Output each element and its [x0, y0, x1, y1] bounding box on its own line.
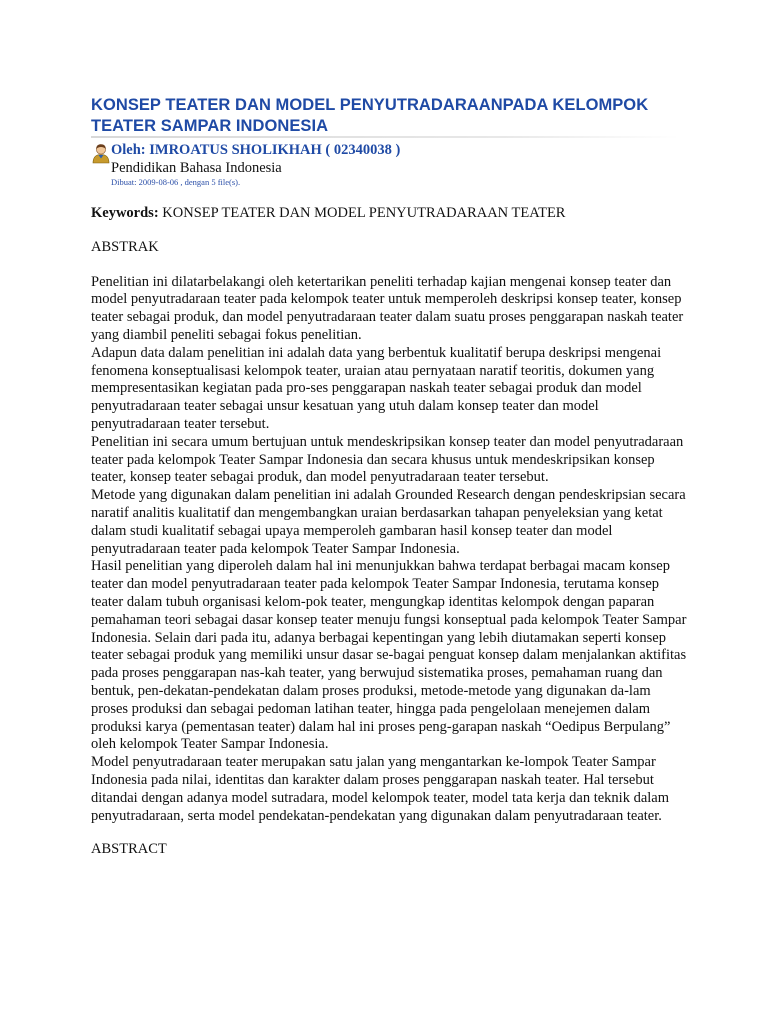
created-date: Dibuat: 2009-08-06 , dengan 5 file(s). [111, 177, 241, 187]
paragraph: Adapun data dalam penelitian ini adalah data yang berbentuk kualitatif berupa deskripsi mengenai fenomena konseptualisasi kelompok teater, uraian atau pernyataan naratif teoritis, dokumen yang mempresentasikan kegiatan pada pro-ses penggarapan naskah teater sebagai produk dan model penyutradaraan teater sebagai unsur kesatuan yang utuh dalam konsep teater dan model penyutradaraan teater tersebut. [91, 344, 662, 432]
paragraph: Penelitian ini secara umum bertujuan untuk mendeskripsikan konsep teater dan model penyutradaraan teater pada kelompok Teater Sampar Indonesia dan secara khusus untuk mendeskripsikan konsep teater, konsep teater sebagai produk, dan model penyutradaraan teater tersebut. [91, 433, 684, 486]
document-title: KONSEP TEATER DAN MODEL PENYUTRADARAANPADA KELOMPOK TEATER SAMPAR INDONESIA [91, 96, 649, 135]
paragraph: Metode yang digunakan dalam penelitian ini adalah Grounded Research dengan pendeskripsian secara naratif analitis kualitatif dan mengembangkan uraian berdasarkan tahapan penyeleksian yang ketat dalam studi kualitatif sebagai upaya memperoleh gambaran hasil konsep teater dan model penyutradaraan teater pada kelompok Teater Sampar Indonesia. [91, 487, 686, 557]
paragraph: Penelitian ini dilatarbelakangi oleh ketertarikan peneliti terhadap kajian mengenai konsep teater dan model penyutradaraan teater pada kelompok teater untuk memperoleh deskripsi konsep teater, konsep teater sebagai produk, dan model penyutradaraan teater dalam suatu proses penggarapan naskah teater yang diambil peneliti sebagai fokus penelitian. [91, 273, 684, 343]
user-avatar-icon [91, 142, 111, 164]
paragraph: Model penyutradaraan teater merupakan satu jalan yang mengantarkan ke-lompok Teater Sampar Indonesia pada nilai, identitas dan karakter dalam proses penggarapan naskah teater. Hal tersebut ditandai dengan adanya model sutradara, model kelompok teater, model tata kerja dan teknik dalam penyutradaraan, serta model pendekatan-pendekatan yang digunakan dalam penyutradaraan teater. [91, 754, 669, 824]
author-name: Oleh: IMROATUS SHOLIKHAH ( 02340038 ) [111, 142, 401, 158]
keywords-value: KONSEP TEATER DAN MODEL PENYUTRADARAAN TEATER [158, 205, 566, 221]
paragraph: Hasil penelitian yang diperoleh dalam hal ini menunjukkan bahwa terdapat berbagai macam konsep teater dan model penyutradaraan teater pada kelompok Teater Sampar Indonesia, terutama konsep teater dalam tubuh organisasi kelom-pok teater, mengungkap identitas kelompok dengan paparan pemahaman teori sebagai dasar konsep teater menuju fungsi konseptual pada kelompok Teater Sampar Indonesia. Selain dari pada itu, adanya berbagai kepentingan yang lebih diutamakan seperti konsep teater sebagai produk yang memiliki unsur dasar se-bagai penguat konsep dalam menjalankan aktifitas pada proses penggarapan nas-kah teater, yang berwujud sistematika proses, pemahaman ruang dan bentuk, pen-dekatan-pendekatan dalam proses produksi, metode-metode yang digunakan da-lam proses produksi dan sebagai pedoman latihan teater, hingga pada pengelolaan menejemen dalam produksi karya (pementasan teater) dalam hal ini proses peng-garapan naskah “Oedipus Berpulang” oleh kelompok Teater Sampar Indonesia. [91, 558, 687, 753]
abstract-heading: ABSTRACT [91, 841, 167, 858]
keywords-label: Keywords: [91, 205, 159, 221]
abstrak-paragraphs [91, 274, 691, 826]
department-label: Pendidikan Bahasa Indonesia [111, 160, 282, 176]
document-body [91, 205, 691, 859]
keywords-line [91, 205, 691, 223]
title-divider [91, 136, 679, 138]
abstrak-heading: ABSTRAK [91, 238, 159, 255]
